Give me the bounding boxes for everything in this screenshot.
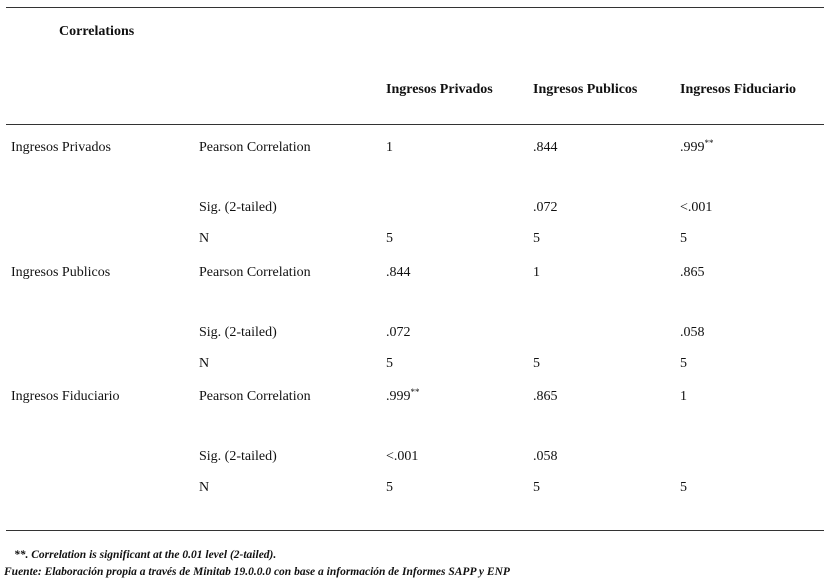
column-header: Ingresos Publicos — [533, 82, 638, 97]
significance-marker: ** — [704, 138, 714, 148]
statistic-label: Pearson Correlation — [199, 389, 311, 404]
table-cell — [533, 140, 558, 156]
cell-value: 1 — [680, 389, 687, 404]
table-cell — [386, 325, 411, 341]
variable-name: Ingresos Privados — [11, 140, 111, 155]
table-cell — [386, 449, 418, 465]
table-cell — [533, 265, 540, 281]
cell-value: 1 — [386, 140, 393, 155]
column-header: Ingresos Privados — [386, 82, 493, 97]
table-cell — [533, 480, 540, 496]
cell-value: 5 — [680, 356, 687, 371]
cell-value: <.001 — [386, 449, 419, 464]
table-cell — [533, 449, 558, 465]
table-cell — [680, 265, 705, 281]
cell-value: .865 — [533, 389, 558, 404]
table-cell — [680, 231, 687, 247]
significance-marker: ** — [410, 387, 420, 397]
statistic-label: Pearson Correlation — [199, 140, 311, 155]
table-title: Correlations — [59, 24, 135, 39]
cell-value: .058 — [533, 449, 558, 464]
cell-value: .072 — [533, 200, 558, 215]
table-cell — [386, 356, 393, 372]
cell-value: 5 — [680, 480, 687, 495]
header-rule — [6, 124, 824, 125]
statistic-label: Sig. (2-tailed) — [199, 449, 277, 464]
column-header: Ingresos Fiduciario — [680, 82, 797, 97]
table-cell — [680, 480, 687, 496]
cell-value: 1 — [533, 265, 540, 280]
top-rule — [6, 7, 824, 8]
statistic-label: Sig. (2-tailed) — [199, 200, 277, 215]
cell-value: 5 — [533, 356, 540, 371]
cell-value: 5 — [680, 231, 687, 246]
cell-value: .844 — [386, 265, 411, 280]
significance-footnote: **. Correlation is significant at the 0.01 level (2-tailed). — [14, 549, 277, 561]
table-cell — [533, 356, 540, 372]
table-cell — [386, 231, 393, 247]
table-cell — [386, 140, 393, 156]
statistic-label: N — [199, 480, 210, 495]
table-cell — [386, 265, 411, 281]
cell-value: <.001 — [680, 200, 713, 215]
cell-value: .999 — [386, 389, 411, 404]
source-footnote: Fuente: Elaboración propia a través de Minitab 19.0.0.0 con base a información de Informes SAPP y ENP — [4, 566, 510, 578]
table-cell — [386, 480, 393, 496]
cell-value: 5 — [386, 356, 393, 371]
statistic-label: Pearson Correlation — [199, 265, 311, 280]
cell-value: 5 — [533, 231, 540, 246]
cell-value: 5 — [533, 480, 540, 495]
variable-name: Ingresos Fiduciario — [11, 389, 120, 404]
table-cell — [680, 200, 712, 216]
table-cell — [680, 325, 705, 341]
cell-value: 5 — [386, 480, 393, 495]
cell-value: .072 — [386, 325, 411, 340]
table-cell — [533, 231, 540, 247]
table-cell — [680, 140, 714, 156]
table-cell — [386, 389, 420, 405]
table-cell — [680, 356, 687, 372]
statistic-label: N — [199, 231, 210, 246]
table-cell — [533, 200, 558, 216]
variable-name: Ingresos Publicos — [11, 265, 111, 280]
statistic-label: N — [199, 356, 210, 371]
cell-value: .999 — [680, 140, 705, 155]
cell-value: .844 — [533, 140, 558, 155]
cell-value: 5 — [386, 231, 393, 246]
cell-value: .058 — [680, 325, 705, 340]
statistic-label: Sig. (2-tailed) — [199, 325, 277, 340]
bottom-rule — [6, 530, 824, 531]
cell-value: .865 — [680, 265, 705, 280]
table-cell — [533, 389, 558, 405]
table-cell — [680, 389, 687, 405]
